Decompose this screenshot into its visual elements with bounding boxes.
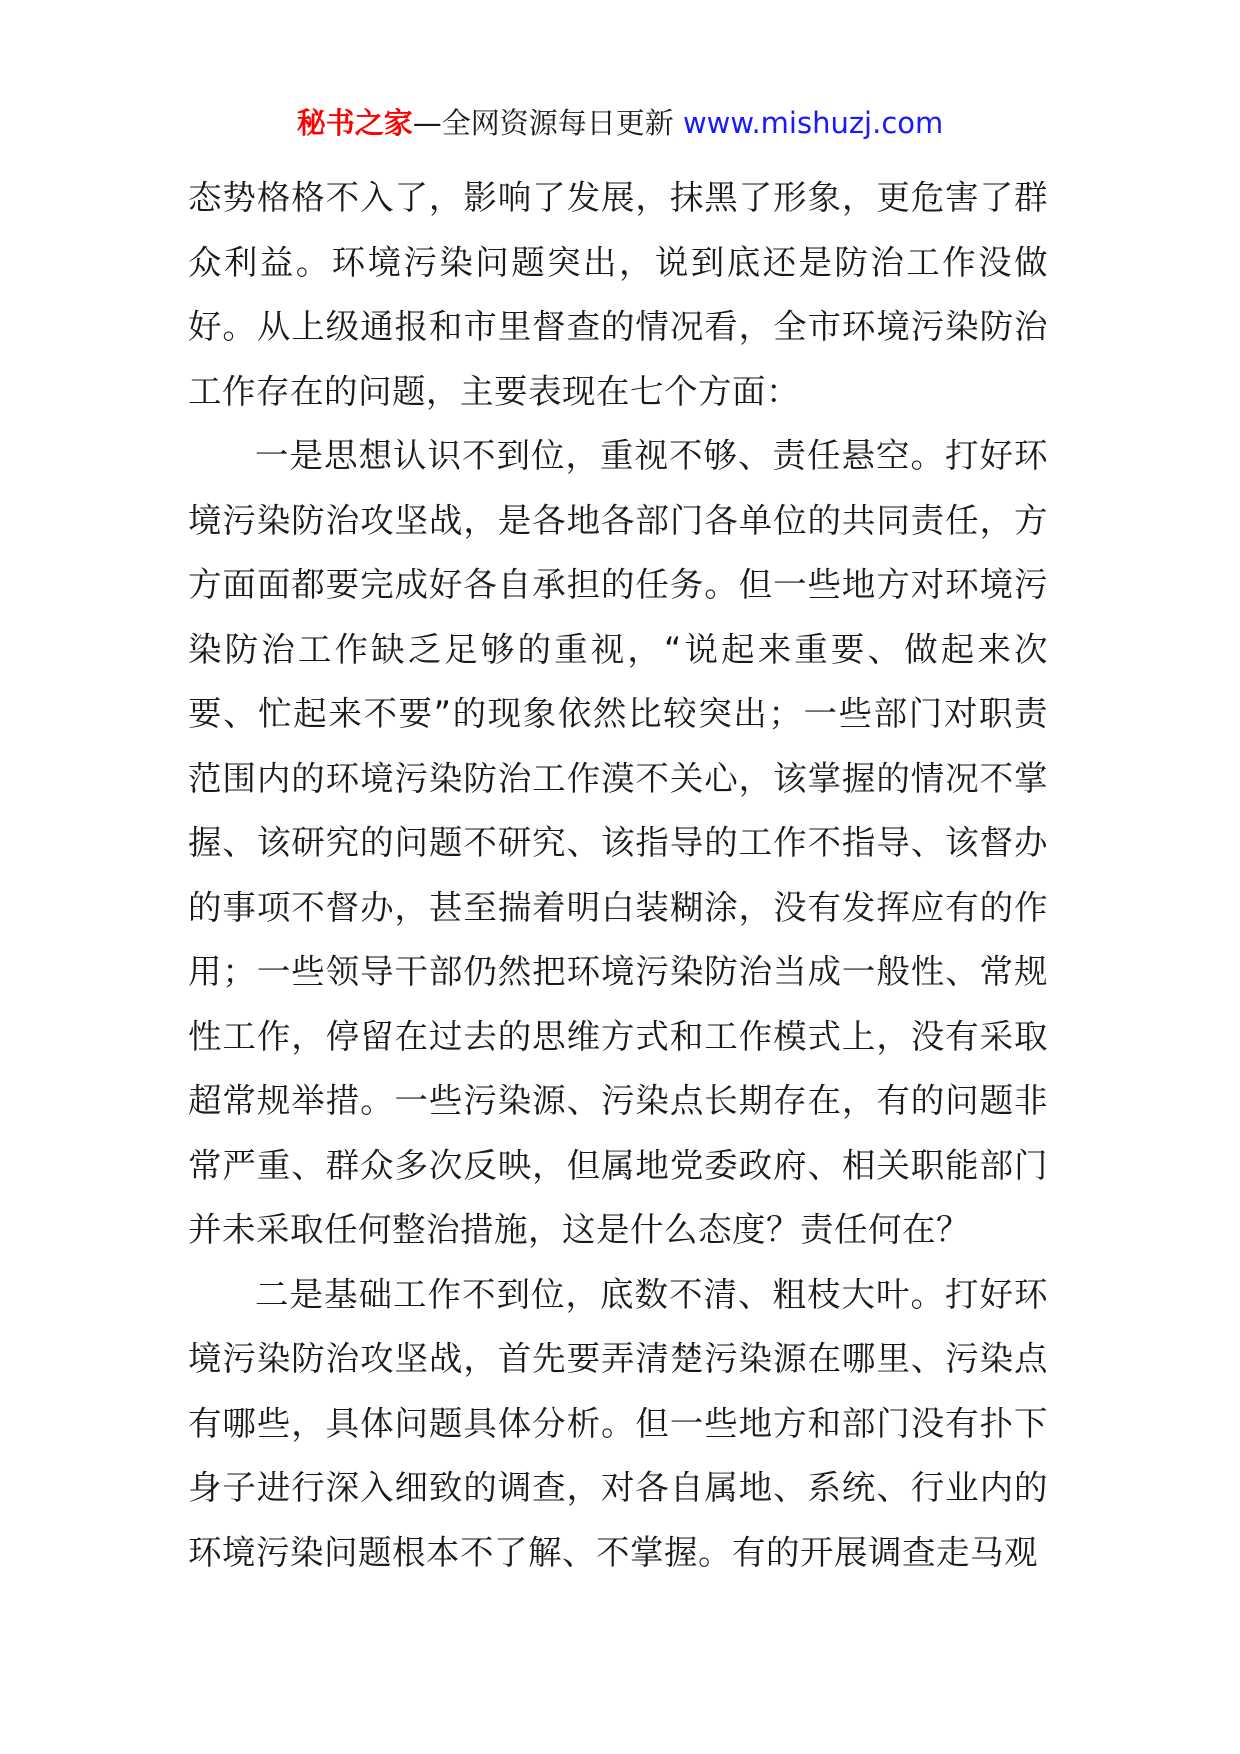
site-url-link[interactable]: www.mishuzj.com: [682, 106, 944, 140]
page-header: [0, 103, 1240, 143]
document-body: [188, 166, 1048, 1585]
paragraph-point-one: 一是思想认识不到位，重视不够、责任悬空。打好环境污染防治攻坚战，是各地各部门各单位的共同责任，方方面面都要完成好各自承担的任务。但一些地方对环境污染防治工作缺乏足够的重视，“说起来重要、做起来次要、忙起来不要”的现象依然比较突出；一些部门对职责范围内的环境污染防治工作漠不关心，该掌握的情况不掌握、该研究的问题不研究、该指导的工作不指导、该督办的事项不督办，甚至揣着明白装糊涂，没有发挥应有的作用；一些领导干部仍然把环境污染防治当成一般性、常规性工作，停留在过去的思维方式和工作模式上，没有采取超常规举措。一些污染源、污染点长期存在，有的问题非常严重、群众多次反映，但属地党委政府、相关职能部门并未采取任何整治措施，这是什么态度？责任何在？: [188, 436, 1048, 1249]
paragraph-point-two: 二是基础工作不到位，底数不清、粗枝大叶。打好环境污染防治攻坚战，首先要弄清楚污染源在哪里、污染点有哪些，具体问题具体分析。但一些地方和部门没有扑下身子进行深入细致的调查，对各自属地、系统、行业内的环境污染问题根本不了解、不掌握。有的开展调查走马观: [188, 1274, 1048, 1572]
paragraph-continuation: 态势格格不入了，影响了发展，抹黑了形象，更危害了群众利益。环境污染问题突出，说到底还是防治工作没做好。从上级通报和市里督查的情况看，全市环境污染防治工作存在的问题，主要表现在七个方面：: [188, 178, 1048, 411]
brand-name: 秘书之家: [296, 106, 413, 140]
header-slogan: —全网资源每日更新: [412, 106, 674, 140]
